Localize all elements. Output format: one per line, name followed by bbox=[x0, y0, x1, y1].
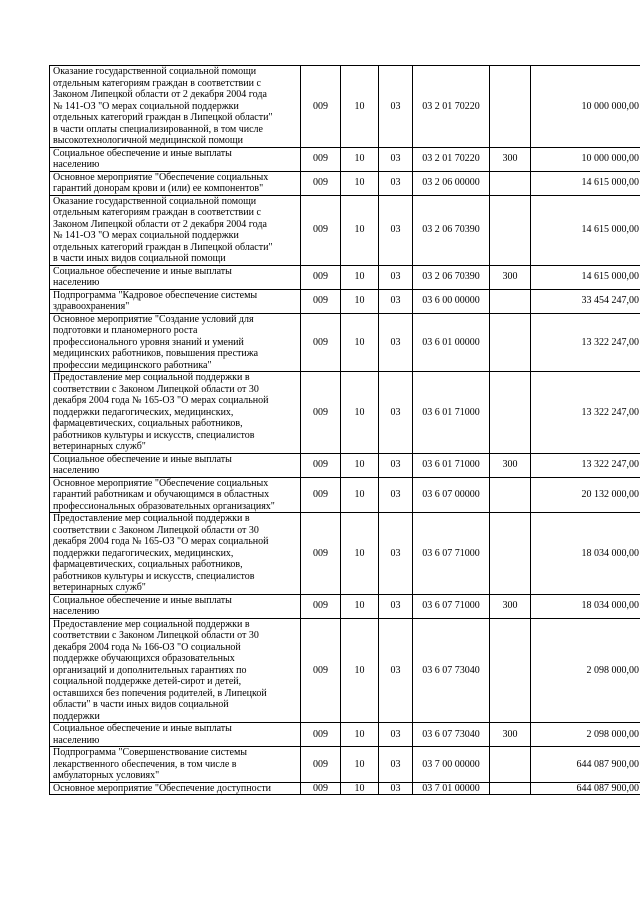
row-section-code-cell: 10 bbox=[341, 265, 379, 289]
row-name-cell: Предоставление мер социальной поддержки в соответствии с Законом Липецкой области от 30 декабря 2004 года № 165-ОЗ "О мерах социальной поддержки педагогических, медицинских, фармацевтических, социальных работников, работников культуры и искусств, специалистов ветеринарных служб" bbox=[50, 372, 301, 454]
row-amount-cell: 14 615 000,00 bbox=[531, 195, 640, 265]
row-expense-type-cell bbox=[490, 513, 531, 595]
row-name-cell: Предоставление мер социальной поддержки в соответствии с Законом Липецкой области от 30 декабря 2004 года № 165-ОЗ "О мерах социальной поддержки педагогических, медицинских, фармацевтических, социальных работников, работников культуры и искусств, специалистов ветеринарных служб" bbox=[50, 513, 301, 595]
row-gr-code-cell: 009 bbox=[301, 265, 341, 289]
row-name-cell: Подпрограмма "Совершенствование системы лекарственного обеспечения, в том числе в амбулаторных условиях" bbox=[50, 747, 301, 783]
table-row bbox=[50, 171, 640, 195]
table-row bbox=[50, 372, 640, 454]
row-subsection-code-cell: 03 bbox=[379, 313, 413, 372]
row-subsection-code-cell: 03 bbox=[379, 594, 413, 618]
row-name-cell: Социальное обеспечение и иные выплаты населению bbox=[50, 265, 301, 289]
row-name-cell: Предоставление мер социальной поддержки в соответствии с Законом Липецкой области от 30 декабря 2004 года № 166-ОЗ "О социальной поддержке обучающихся образовательных организаций и дополнительных гарантиях по социальной поддержке детей-сирот и детей, оставшихся без попечения родителей, в Липецкой области" в части иных видов социальной поддержки bbox=[50, 618, 301, 723]
row-target-article-cell: 03 2 01 70220 bbox=[413, 66, 490, 148]
row-section-code-cell: 10 bbox=[341, 171, 379, 195]
row-subsection-code-cell: 03 bbox=[379, 453, 413, 477]
row-expense-type-cell bbox=[490, 289, 531, 313]
row-name-cell: Основное мероприятие "Обеспечение социальных гарантий донорам крови и (или) ее компонентов" bbox=[50, 171, 301, 195]
row-section-code-cell: 10 bbox=[341, 372, 379, 454]
row-section-code-cell: 10 bbox=[341, 195, 379, 265]
row-section-code-cell: 10 bbox=[341, 513, 379, 595]
row-gr-code-cell: 009 bbox=[301, 513, 341, 595]
row-subsection-code-cell: 03 bbox=[379, 147, 413, 171]
row-expense-type-cell bbox=[490, 477, 531, 513]
row-section-code-cell: 10 bbox=[341, 723, 379, 747]
row-expense-type-cell: 300 bbox=[490, 594, 531, 618]
row-gr-code-cell: 009 bbox=[301, 289, 341, 313]
table-row bbox=[50, 195, 640, 265]
row-section-code-cell: 10 bbox=[341, 782, 379, 795]
table-row bbox=[50, 147, 640, 171]
row-amount-cell: 14 615 000,00 bbox=[531, 265, 640, 289]
row-expense-type-cell: 300 bbox=[490, 265, 531, 289]
row-subsection-code-cell: 03 bbox=[379, 289, 413, 313]
row-amount-cell: 14 615 000,00 bbox=[531, 171, 640, 195]
table-row bbox=[50, 513, 640, 595]
row-name-cell: Основное мероприятие "Создание условий для подготовки и планомерного роста профессионального уровня знаний и умений медицинских работников, повышения престижа профессии медицинского работника" bbox=[50, 313, 301, 372]
row-expense-type-cell bbox=[490, 372, 531, 454]
row-amount-cell: 644 087 900,00 bbox=[531, 747, 640, 783]
budget-table-body bbox=[50, 66, 640, 795]
row-amount-cell: 18 034 000,00 bbox=[531, 594, 640, 618]
table-row bbox=[50, 723, 640, 747]
row-target-article-cell: 03 7 00 00000 bbox=[413, 747, 490, 783]
row-name-cell: Социальное обеспечение и иные выплаты населению bbox=[50, 453, 301, 477]
row-name-cell: Социальное обеспечение и иные выплаты населению bbox=[50, 723, 301, 747]
row-target-article-cell: 03 6 01 71000 bbox=[413, 453, 490, 477]
row-section-code-cell: 10 bbox=[341, 147, 379, 171]
row-gr-code-cell: 009 bbox=[301, 782, 341, 795]
row-amount-cell: 13 322 247,00 bbox=[531, 453, 640, 477]
row-subsection-code-cell: 03 bbox=[379, 618, 413, 723]
row-subsection-code-cell: 03 bbox=[379, 747, 413, 783]
row-target-article-cell: 03 7 01 00000 bbox=[413, 782, 490, 795]
row-gr-code-cell: 009 bbox=[301, 372, 341, 454]
row-expense-type-cell bbox=[490, 747, 531, 783]
row-amount-cell: 13 322 247,00 bbox=[531, 313, 640, 372]
row-gr-code-cell: 009 bbox=[301, 477, 341, 513]
row-subsection-code-cell: 03 bbox=[379, 477, 413, 513]
row-subsection-code-cell: 03 bbox=[379, 265, 413, 289]
row-amount-cell: 2 098 000,00 bbox=[531, 618, 640, 723]
row-amount-cell: 13 322 247,00 bbox=[531, 372, 640, 454]
table-row bbox=[50, 477, 640, 513]
budget-table bbox=[49, 65, 640, 795]
row-target-article-cell: 03 6 07 71000 bbox=[413, 594, 490, 618]
row-expense-type-cell: 300 bbox=[490, 453, 531, 477]
row-amount-cell: 2 098 000,00 bbox=[531, 723, 640, 747]
row-target-article-cell: 03 6 07 73040 bbox=[413, 723, 490, 747]
row-section-code-cell: 10 bbox=[341, 66, 379, 148]
row-expense-type-cell: 300 bbox=[490, 723, 531, 747]
row-gr-code-cell: 009 bbox=[301, 147, 341, 171]
row-gr-code-cell: 009 bbox=[301, 66, 341, 148]
row-section-code-cell: 10 bbox=[341, 618, 379, 723]
row-expense-type-cell bbox=[490, 313, 531, 372]
row-name-cell: Социальное обеспечение и иные выплаты населению bbox=[50, 147, 301, 171]
row-amount-cell: 10 000 000,00 bbox=[531, 147, 640, 171]
row-gr-code-cell: 009 bbox=[301, 195, 341, 265]
row-section-code-cell: 10 bbox=[341, 289, 379, 313]
row-subsection-code-cell: 03 bbox=[379, 66, 413, 148]
row-amount-cell: 18 034 000,00 bbox=[531, 513, 640, 595]
row-amount-cell: 33 454 247,00 bbox=[531, 289, 640, 313]
row-target-article-cell: 03 2 06 70390 bbox=[413, 265, 490, 289]
row-gr-code-cell: 009 bbox=[301, 747, 341, 783]
table-row bbox=[50, 747, 640, 783]
row-name-cell: Оказание государственной социальной помощи отдельным категориям граждан в соответствии с Законом Липецкой области от 2 декабря 2004 года № 141-ОЗ "О мерах социальной поддержки отдельных категорий граждан в Липецкой области" в части иных видов социальной помощи bbox=[50, 195, 301, 265]
row-subsection-code-cell: 03 bbox=[379, 195, 413, 265]
row-name-cell: Оказание государственной социальной помощи отдельным категориям граждан в соответствии с Законом Липецкой области от 2 декабря 2004 года № 141-ОЗ "О мерах социальной поддержки отдельных категорий граждан в Липецкой области" в части оплаты специализированной, в том числе высокотехнологичной медицинской помощи bbox=[50, 66, 301, 148]
row-target-article-cell: 03 2 06 00000 bbox=[413, 171, 490, 195]
row-gr-code-cell: 009 bbox=[301, 723, 341, 747]
row-section-code-cell: 10 bbox=[341, 747, 379, 783]
table-row bbox=[50, 618, 640, 723]
row-target-article-cell: 03 6 00 00000 bbox=[413, 289, 490, 313]
table-row bbox=[50, 313, 640, 372]
row-subsection-code-cell: 03 bbox=[379, 171, 413, 195]
row-expense-type-cell bbox=[490, 618, 531, 723]
row-gr-code-cell: 009 bbox=[301, 594, 341, 618]
row-gr-code-cell: 009 bbox=[301, 618, 341, 723]
row-target-article-cell: 03 6 01 71000 bbox=[413, 372, 490, 454]
row-section-code-cell: 10 bbox=[341, 594, 379, 618]
row-name-cell: Социальное обеспечение и иные выплаты населению bbox=[50, 594, 301, 618]
table-row bbox=[50, 66, 640, 148]
row-gr-code-cell: 009 bbox=[301, 453, 341, 477]
row-gr-code-cell: 009 bbox=[301, 171, 341, 195]
row-target-article-cell: 03 6 01 00000 bbox=[413, 313, 490, 372]
row-target-article-cell: 03 6 07 00000 bbox=[413, 477, 490, 513]
row-target-article-cell: 03 6 07 73040 bbox=[413, 618, 490, 723]
row-amount-cell: 644 087 900,00 bbox=[531, 782, 640, 795]
row-name-cell: Основное мероприятие "Обеспечение социальных гарантий работникам и обучающимся в областных профессиональных образовательных организациях" bbox=[50, 477, 301, 513]
row-target-article-cell: 03 2 06 70390 bbox=[413, 195, 490, 265]
row-expense-type-cell bbox=[490, 66, 531, 148]
row-name-cell: Подпрограмма "Кадровое обеспечение системы здравоохранения" bbox=[50, 289, 301, 313]
table-row bbox=[50, 594, 640, 618]
row-subsection-code-cell: 03 bbox=[379, 513, 413, 595]
row-section-code-cell: 10 bbox=[341, 453, 379, 477]
row-subsection-code-cell: 03 bbox=[379, 782, 413, 795]
row-expense-type-cell bbox=[490, 782, 531, 795]
table-row bbox=[50, 782, 640, 795]
row-target-article-cell: 03 6 07 71000 bbox=[413, 513, 490, 595]
table-row bbox=[50, 289, 640, 313]
row-gr-code-cell: 009 bbox=[301, 313, 341, 372]
row-section-code-cell: 10 bbox=[341, 313, 379, 372]
row-section-code-cell: 10 bbox=[341, 477, 379, 513]
row-amount-cell: 20 132 000,00 bbox=[531, 477, 640, 513]
row-target-article-cell: 03 2 01 70220 bbox=[413, 147, 490, 171]
row-subsection-code-cell: 03 bbox=[379, 372, 413, 454]
row-amount-cell: 10 000 000,00 bbox=[531, 66, 640, 148]
table-row bbox=[50, 265, 640, 289]
row-expense-type-cell bbox=[490, 171, 531, 195]
row-subsection-code-cell: 03 bbox=[379, 723, 413, 747]
row-expense-type-cell bbox=[490, 195, 531, 265]
row-name-cell: Основное мероприятие "Обеспечение доступности bbox=[50, 782, 301, 795]
row-expense-type-cell: 300 bbox=[490, 147, 531, 171]
table-row bbox=[50, 453, 640, 477]
